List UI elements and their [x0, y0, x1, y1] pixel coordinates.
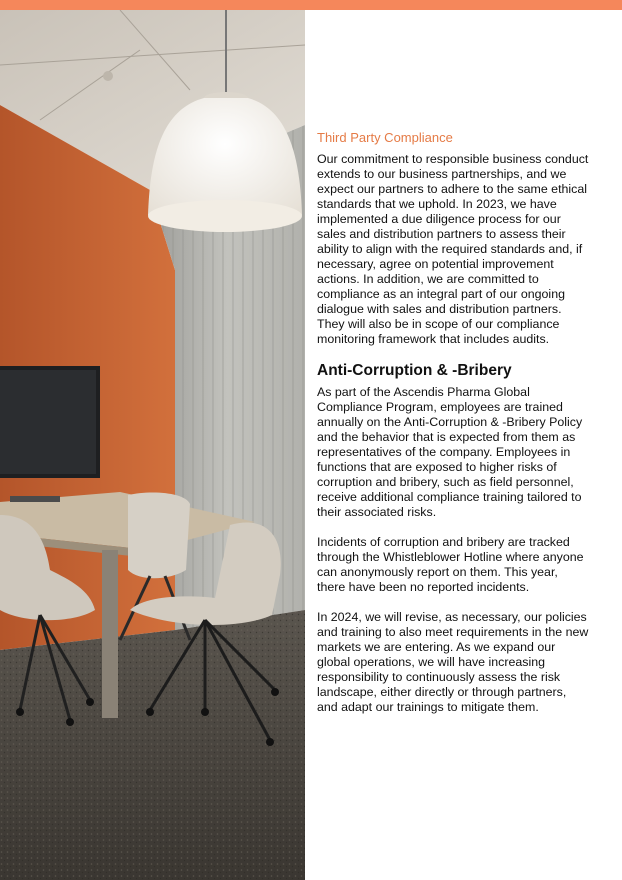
section-label-third-party: Third Party Compliance — [317, 130, 453, 145]
anti-corruption-paragraph-3: In 2024, we will revise, as necessary, our policies and training to also meet requirements in the new markets we are entering. As we expand our global operations, we will have increasing responsibility to continuously assess the risk landscape, either directly or through partners, and adapt our trainings to mitigate them. — [317, 610, 589, 714]
anti-corruption-heading: Anti-Corruption & -Bribery — [317, 362, 512, 379]
top-accent-bar — [0, 0, 622, 10]
anti-corruption-paragraph-1: As part of the Ascendis Pharma Global Compliance Program, employees are trained annually on the Anti-Corruption & -Bribery Policy and the behavior that is expected from them as representatives of the company. Employees in functions that are exposed to higher risks of corruption and bribery, such as field personnel, receive additional compliance training tailored to their associated risks. — [317, 385, 583, 519]
text-column — [317, 130, 589, 715]
anti-corruption-paragraph-2: Incidents of corruption and bribery are tracked through the Whistleblower Hotline where anyone can anonymously report on them. This year, there have been no reported incidents. — [317, 535, 584, 594]
meeting-room-photo — [0, 10, 305, 880]
third-party-paragraph: Our commitment to responsible business conduct extends to our business partnerships, and we expect our partners to adhere to the same ethical standards that we uphold. In 2023, we have implemented a due diligence process for our sales and distribution partners to assess their ability to align with the required standards and, if necessary, agree on potential improvement actions. In addition, we are committed to compliance as an integral part of our ongoing dialogue with sales and distribution partners. They will also be in scope of our compliance monitoring framework that includes audits. — [317, 152, 589, 346]
